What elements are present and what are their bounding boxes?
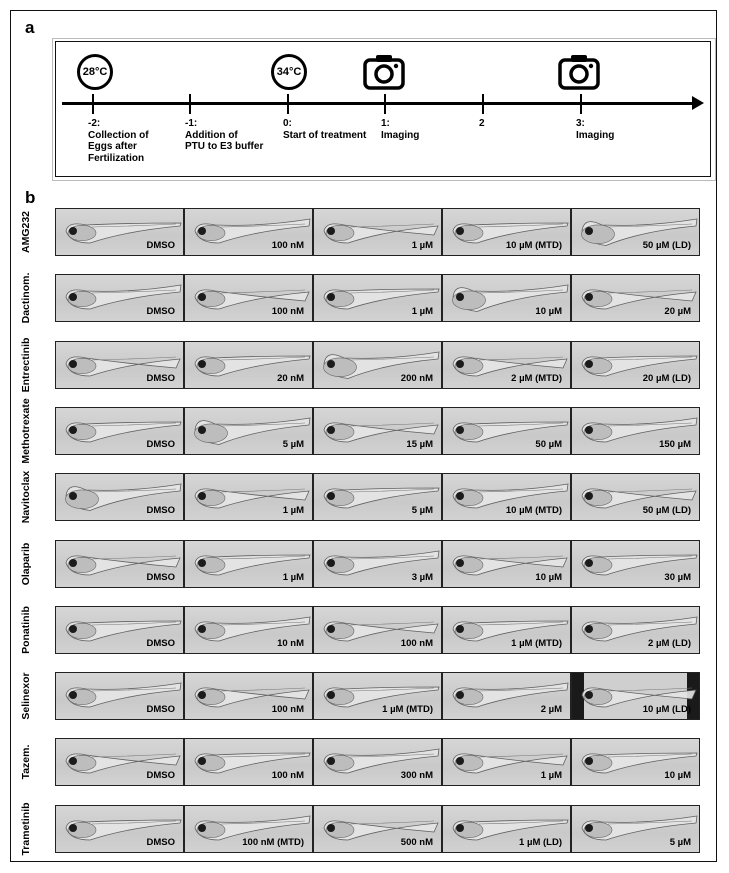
condition-label: 1 µM bbox=[282, 571, 304, 583]
fish-image-cell bbox=[184, 208, 313, 256]
fish-image-cell bbox=[184, 606, 313, 654]
condition-label: 50 µM (LD) bbox=[642, 505, 691, 517]
timeline-tick bbox=[189, 94, 191, 114]
condition-label: 2 µM (MTD) bbox=[511, 372, 562, 384]
timeline-arrowhead bbox=[692, 96, 704, 110]
drug-row bbox=[20, 605, 700, 654]
condition-label: 1 µM (MTD) bbox=[382, 704, 433, 716]
fish-image-cell bbox=[442, 606, 571, 654]
drug-label bbox=[2, 802, 50, 856]
condition-label: 20 µM (LD) bbox=[642, 372, 691, 384]
timeline-tick bbox=[92, 94, 94, 114]
fish-image-cell bbox=[313, 473, 442, 521]
timeline-label: 0: Start of treatment bbox=[283, 118, 367, 141]
condition-label: 10 µM (MTD) bbox=[505, 240, 562, 251]
condition-label: DMSO bbox=[146, 306, 175, 318]
condition-label: 100 nM bbox=[271, 240, 304, 251]
drug-row bbox=[20, 272, 700, 324]
condition-label: DMSO bbox=[146, 505, 175, 517]
timeline-label: 2 bbox=[479, 118, 485, 129]
camera-icon bbox=[557, 52, 601, 90]
drug-label bbox=[2, 540, 50, 588]
drug-row bbox=[20, 470, 700, 524]
condition-label: 1 µM bbox=[282, 505, 304, 517]
fish-image-cell bbox=[571, 540, 700, 588]
fish-image-cell bbox=[571, 473, 700, 521]
camera-icon bbox=[362, 52, 406, 90]
condition-label: 100 nM (MTD) bbox=[242, 836, 304, 848]
fish-image-cell bbox=[313, 274, 442, 322]
condition-label: DMSO bbox=[146, 240, 175, 251]
timeline-label: 1: Imaging bbox=[381, 118, 420, 141]
condition-label: 10 µM (LD) bbox=[642, 704, 691, 716]
drug-label-text: Methotrexate bbox=[20, 398, 32, 464]
condition-label: 50 µM (LD) bbox=[642, 240, 691, 251]
drug-label-text: Dactinom. bbox=[20, 272, 32, 324]
condition-label: 1 µM bbox=[411, 240, 433, 251]
condition-label: 5 µM bbox=[669, 836, 691, 848]
condition-label: DMSO bbox=[146, 438, 175, 450]
condition-label: 10 nM bbox=[277, 637, 304, 649]
drug-label-text: AMG232 bbox=[20, 210, 32, 254]
timeline-label: -1: Addition of PTU to E3 buffer bbox=[185, 118, 264, 152]
drug-row bbox=[20, 672, 700, 720]
drug-row bbox=[20, 738, 700, 786]
condition-label: 50 µM bbox=[535, 438, 562, 450]
timeline-label: 3: Imaging bbox=[576, 118, 615, 141]
condition-label: 150 µM bbox=[659, 438, 691, 450]
condition-label: 1 µM bbox=[411, 306, 433, 318]
drug-label-text: Olaparib bbox=[20, 542, 32, 585]
fish-image-cell bbox=[571, 606, 700, 654]
fish-image-cell bbox=[442, 274, 571, 322]
drug-label bbox=[2, 398, 50, 464]
condition-label: 3 µM bbox=[411, 571, 433, 583]
fish-image-cell bbox=[184, 672, 313, 720]
condition-label: 30 µM bbox=[664, 571, 691, 583]
fish-image-cell bbox=[313, 407, 442, 455]
condition-label: DMSO bbox=[146, 637, 175, 649]
fish-image-cell bbox=[55, 407, 184, 455]
condition-label: 20 µM bbox=[664, 306, 691, 318]
panel-label-a: a bbox=[25, 18, 35, 37]
drug-label bbox=[2, 738, 50, 786]
drug-label bbox=[2, 606, 50, 654]
fish-image-cell bbox=[55, 208, 184, 256]
drug-label bbox=[2, 672, 50, 720]
fish-image-cell bbox=[55, 341, 184, 389]
drug-label bbox=[2, 337, 50, 393]
fish-image-cell bbox=[571, 805, 700, 853]
timeline-tick bbox=[580, 94, 582, 114]
condition-label: 100 nM bbox=[400, 637, 433, 649]
fish-image-cell bbox=[184, 407, 313, 455]
condition-label: DMSO bbox=[146, 836, 175, 848]
condition-label: 500 nM bbox=[400, 836, 433, 848]
condition-label: 2 µM (LD) bbox=[648, 637, 691, 649]
fish-image-cell bbox=[184, 274, 313, 322]
drug-row bbox=[20, 398, 700, 464]
condition-label: 1 µM bbox=[540, 770, 562, 782]
drug-label-text: Tazem. bbox=[20, 744, 32, 780]
fish-image-cell bbox=[55, 805, 184, 853]
fish-image-cell bbox=[313, 341, 442, 389]
fish-image-cell bbox=[313, 672, 442, 720]
fish-image-cell bbox=[184, 805, 313, 853]
fish-image-cell bbox=[313, 606, 442, 654]
condition-label: 200 nM bbox=[400, 372, 433, 384]
fish-image-cell bbox=[442, 341, 571, 389]
fish-image-cell bbox=[442, 208, 571, 256]
timeline-tick bbox=[287, 94, 289, 114]
condition-label: 5 µM bbox=[411, 505, 433, 517]
timeline-label: -2: Collection of Eggs after Fertilization bbox=[88, 118, 149, 164]
drug-row bbox=[20, 540, 700, 588]
drug-label bbox=[2, 208, 50, 256]
fish-image-cell bbox=[55, 540, 184, 588]
drug-label-text: Entrectinib bbox=[20, 337, 32, 393]
fish-image-cell bbox=[184, 341, 313, 389]
condition-label: DMSO bbox=[146, 704, 175, 716]
condition-label: DMSO bbox=[146, 372, 175, 384]
fish-image-cell bbox=[313, 208, 442, 256]
fish-image-cell bbox=[571, 407, 700, 455]
condition-label: 300 nM bbox=[400, 770, 433, 782]
drug-label-text: Trametinib bbox=[20, 802, 32, 856]
fish-image-cell bbox=[55, 274, 184, 322]
condition-label: 10 µM bbox=[535, 306, 562, 318]
drug-row bbox=[20, 802, 700, 856]
drug-label-text: Navitoclax bbox=[20, 470, 32, 524]
condition-label: 1 µM (MTD) bbox=[511, 637, 562, 649]
fish-image-cell bbox=[571, 341, 700, 389]
panel-label-b: b bbox=[25, 188, 36, 207]
fish-image-cell bbox=[571, 274, 700, 322]
condition-label: 15 µM bbox=[406, 438, 433, 450]
timeline-axis bbox=[62, 102, 694, 105]
condition-label: 20 nM bbox=[277, 372, 304, 384]
condition-label: 1 µM (LD) bbox=[519, 836, 562, 848]
fish-image-cell bbox=[442, 407, 571, 455]
condition-label: 10 µM bbox=[535, 571, 562, 583]
fish-image-cell bbox=[313, 540, 442, 588]
fish-image-cell bbox=[571, 672, 700, 720]
condition-label: 2 µM bbox=[540, 704, 562, 716]
fish-image-cell bbox=[55, 672, 184, 720]
temperature-34-icon: 34°C bbox=[271, 54, 307, 90]
fish-image-cell bbox=[442, 473, 571, 521]
fish-image-cell bbox=[442, 738, 571, 786]
fish-image-cell bbox=[442, 672, 571, 720]
condition-label: DMSO bbox=[146, 770, 175, 782]
fish-image-cell bbox=[571, 208, 700, 256]
condition-label: 100 nM bbox=[271, 770, 304, 782]
drug-label bbox=[2, 470, 50, 524]
timeline-tick bbox=[384, 94, 386, 114]
condition-label: 100 nM bbox=[271, 306, 304, 318]
condition-label: 100 nM bbox=[271, 704, 304, 716]
drug-row bbox=[20, 337, 700, 393]
fish-image-cell bbox=[442, 540, 571, 588]
timeline-tick bbox=[482, 94, 484, 114]
fish-image-cell bbox=[571, 738, 700, 786]
condition-label: 10 µM bbox=[664, 770, 691, 782]
drug-label-text: Selinexor bbox=[20, 672, 32, 720]
drug-row bbox=[20, 208, 700, 256]
fish-image-cell bbox=[442, 805, 571, 853]
condition-label: DMSO bbox=[146, 571, 175, 583]
fish-image-cell bbox=[313, 805, 442, 853]
fish-image-cell bbox=[184, 473, 313, 521]
condition-label: 10 µM (MTD) bbox=[505, 505, 562, 517]
fish-image-cell bbox=[55, 473, 184, 521]
temperature-28-icon: 28°C bbox=[77, 54, 113, 90]
fish-image-cell bbox=[55, 606, 184, 654]
fish-image-cell bbox=[55, 738, 184, 786]
fish-image-cell bbox=[313, 738, 442, 786]
drug-label-text: Ponatinib bbox=[20, 605, 32, 654]
fish-image-cell bbox=[184, 540, 313, 588]
condition-label: 5 µM bbox=[282, 438, 304, 450]
drug-label bbox=[2, 274, 50, 322]
fish-image-cell bbox=[184, 738, 313, 786]
